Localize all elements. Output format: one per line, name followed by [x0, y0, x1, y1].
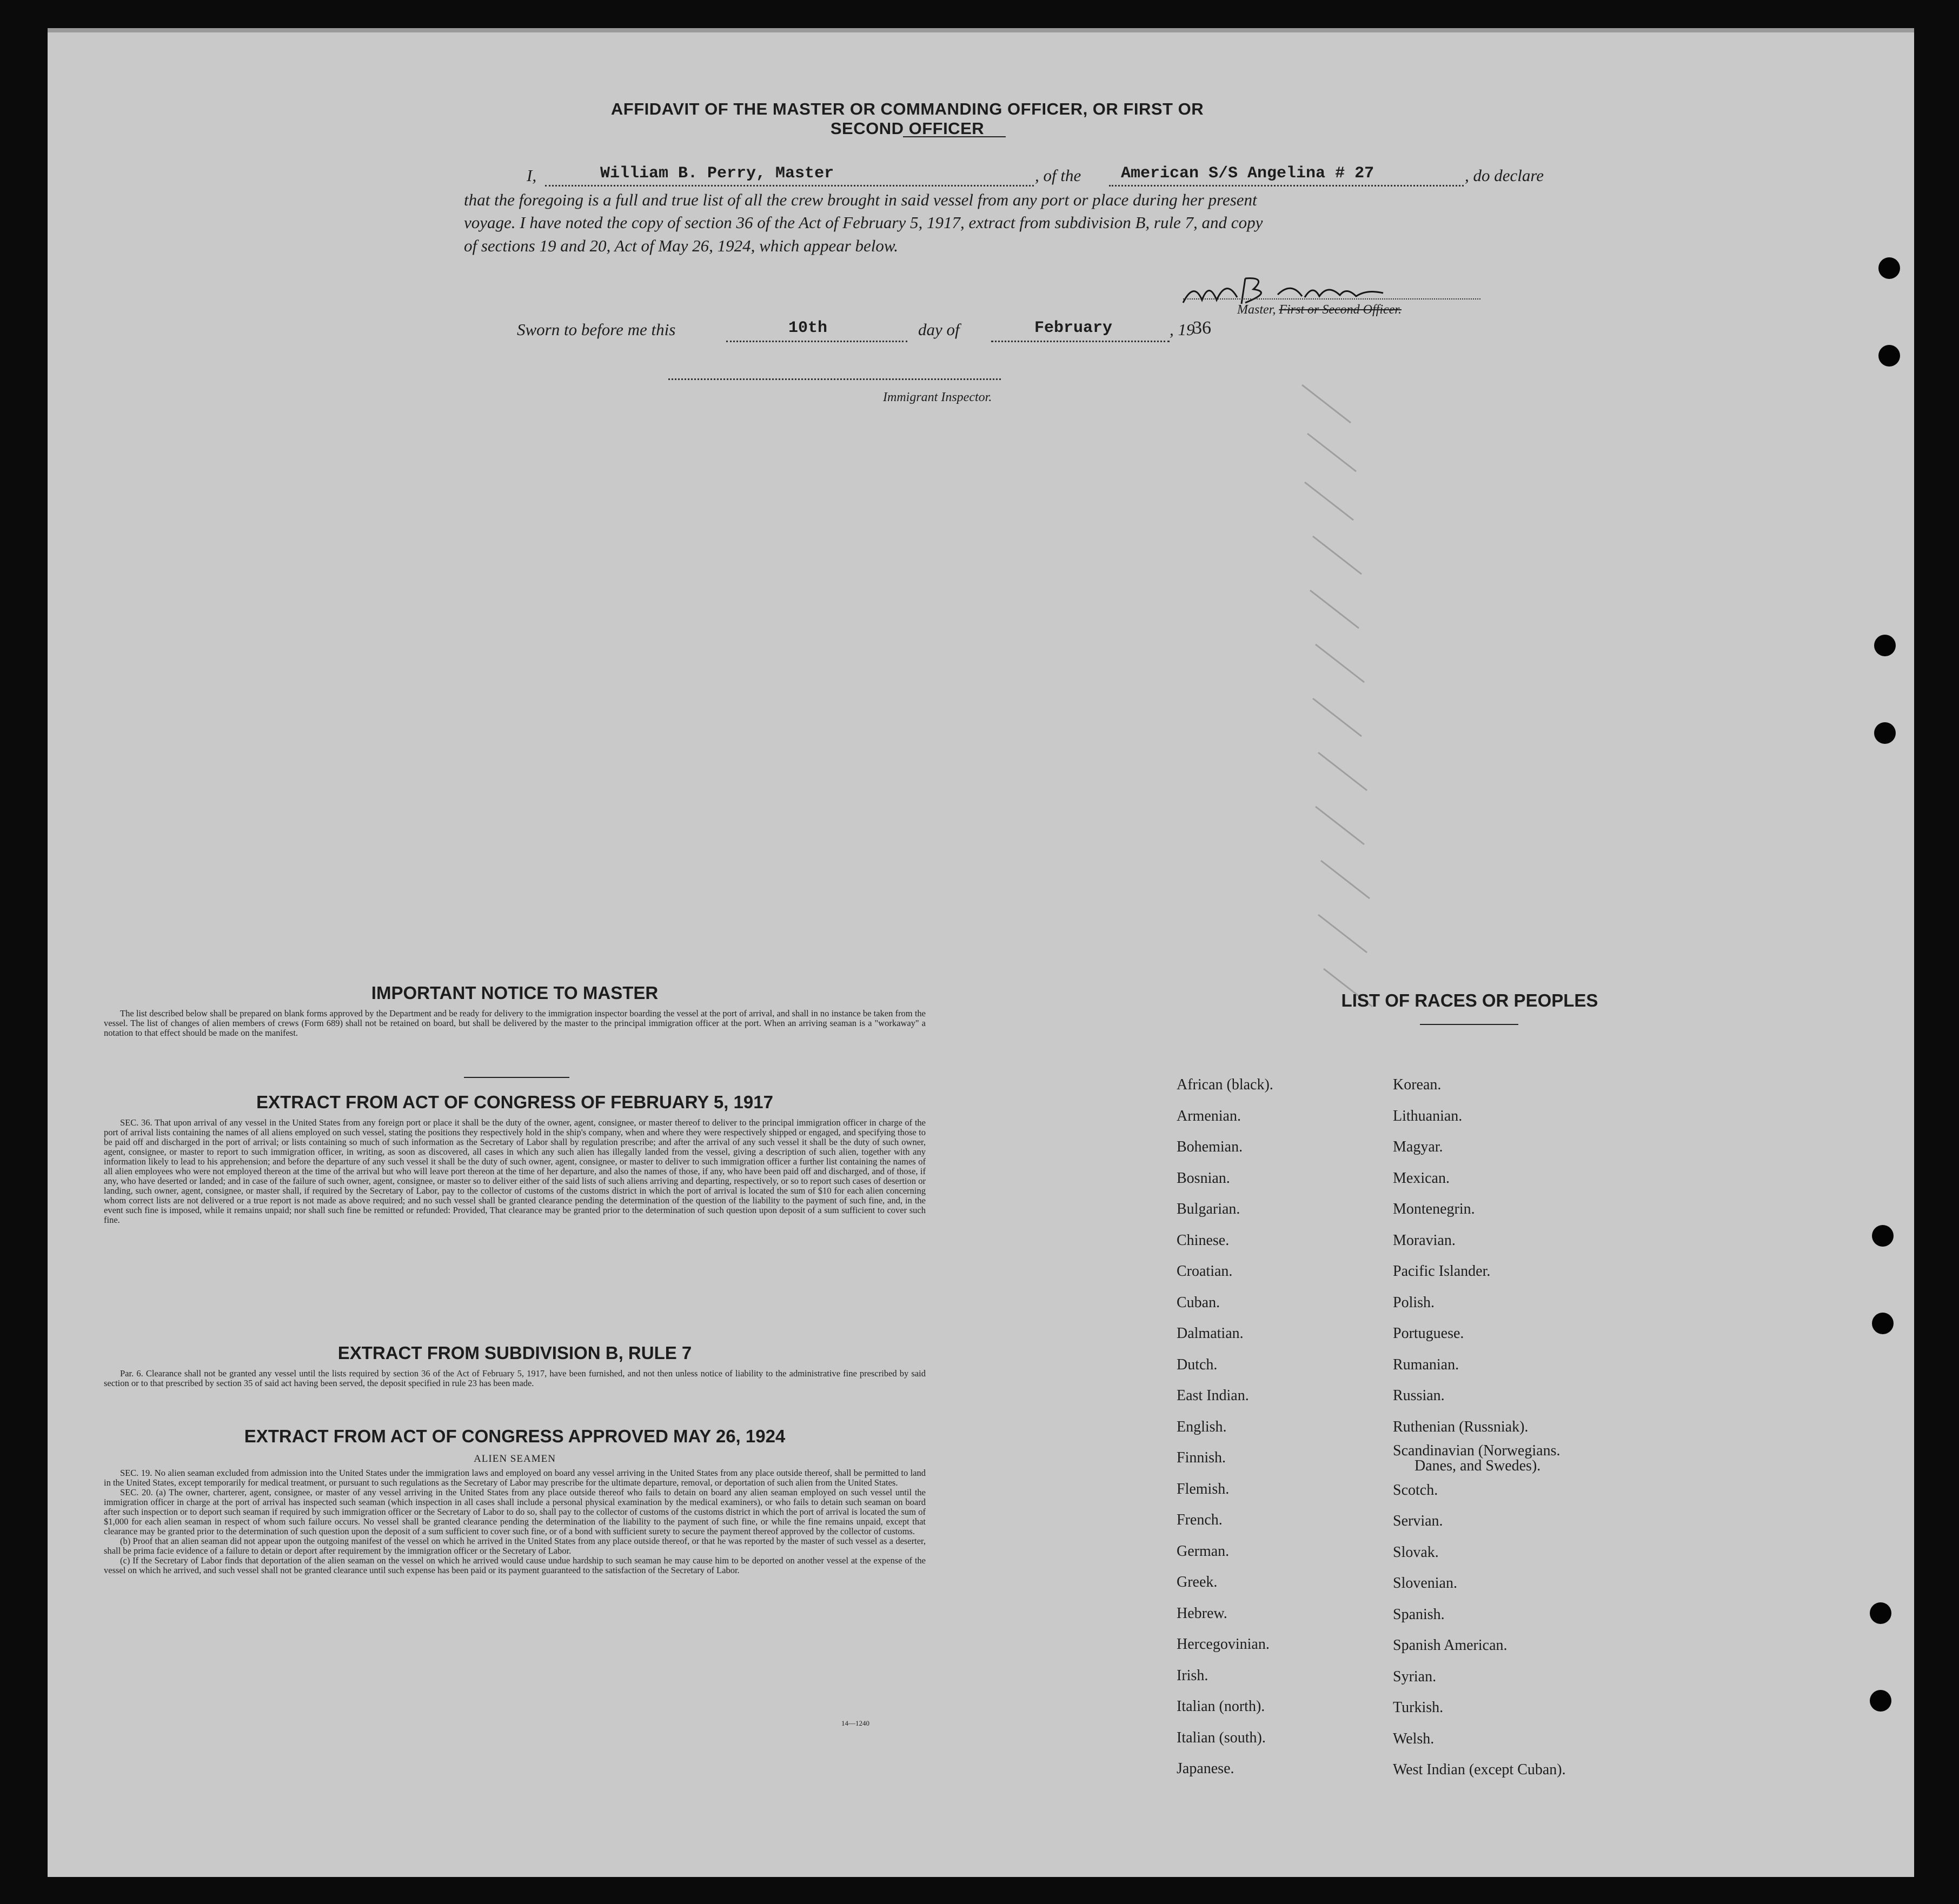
race-item: Moravian.: [1393, 1231, 1456, 1249]
struck-officer-label: First or Second Officer.: [1279, 303, 1402, 317]
section-20a-text: SEC. 20. (a) The owner, charterer, agent, consignee, or master of any vessel arriving in the United States from any place outside thereof who fails to detain on board any alien seaman employed on such vessel until the immigration officer in charge at the port of arrival has inspected such seaman (which inspection in all cases shall include a personal physical examination by the medical examiners), or who fails to detain such seaman on board after such inspection or to deport such seaman if required by such immigration officer or the Secretary of Labor to do so, shall pay to the collector of customs of the customs district in which the port of arrival is located the sum of $1,000 for each alien seaman in respect of whom such failure occurs. No vessel shall be granted clearance pending the determination of the liability to the payment of such fine, or while the fine remains unpaid, except that clearance may be granted prior to the determination of such question upon the deposit of a sum sufficient to cover such fine, or of a bond with sufficient surety to secure the payment thereof approved by the collector of customs.: [104, 1487, 926, 1536]
race-item: Cuban.: [1177, 1294, 1220, 1311]
race-item: Italian (south).: [1177, 1729, 1266, 1746]
affidavit-line-2: that the foregoing is a full and true list of all the crew brought in said vessel from any port or place during her present: [464, 190, 1257, 209]
race-item: Rumanian.: [1393, 1356, 1459, 1373]
declarant-line: [545, 185, 1034, 187]
of-the-text: , of the: [1035, 166, 1081, 185]
race-item: West Indian (except Cuban).: [1393, 1761, 1566, 1778]
section-19-text: SEC. 19. No alien seaman excluded from admission into the United States under the immigration laws and employed on board any vessel arriving in the United States from any place outside thereof, shall be permitted to land in the United States, except temporarily for medical treatment, or pursuant to such regulations as the Secretary of Labor may prescribe for the ultimate departure, removal, or deportation of such alien from the United States.: [104, 1468, 926, 1488]
race-item: Irish.: [1177, 1667, 1208, 1684]
affidavit-title-rule: [903, 136, 1006, 137]
race-item: Magyar.: [1393, 1139, 1443, 1155]
race-item: Dutch.: [1177, 1356, 1218, 1373]
extract-1924-body: [104, 1468, 926, 1575]
punch-hole: [1872, 1225, 1894, 1247]
section-20b-text: (b) Proof that an alien seaman did not appear upon the outgoing manifest of the vessel on which he arrived in the United States from any place outside thereof, or that he was reported by the master of such vessel as a deserter, shall be prima facie evidence of a failure to detain or deport after requirement by the immigration officer or the Secretary of Labor.: [104, 1536, 926, 1556]
race-item: Finnish.: [1177, 1449, 1226, 1466]
extract-1924-subtitle: ALIEN SEAMEN: [474, 1453, 556, 1464]
document-page: [48, 28, 1914, 1877]
race-item: German.: [1177, 1542, 1230, 1560]
race-item: Greek.: [1177, 1574, 1218, 1590]
race-item: Dalmatian.: [1177, 1325, 1244, 1342]
extract-1924-title: EXTRACT FROM ACT OF CONGRESS APPROVED MAY 26, 1924: [244, 1426, 786, 1446]
race-item: Italian (north).: [1177, 1698, 1265, 1715]
race-item: Polish.: [1393, 1294, 1435, 1311]
race-item: [1393, 1442, 1566, 1475]
sworn-day-line: [726, 341, 907, 342]
race-item: Croatian.: [1177, 1263, 1233, 1280]
race-item: Servian.: [1393, 1513, 1443, 1529]
sworn-prefix: Sworn to before me this: [517, 320, 676, 339]
race-item: Russian.: [1393, 1387, 1445, 1404]
race-item: East Indian.: [1177, 1387, 1249, 1404]
extract-rule7-text: Par. 6. Clearance shall not be granted any vessel until the lists required by section 36 of the Act of February 5, 1917, have been furnished, and not then unless notice of liability to the administrative fine prescribed by said section or to that prescribed by section 35 of said act having been served, the deposit specified in rule 23 has been made.: [104, 1368, 926, 1388]
notice-rule: [464, 1077, 569, 1078]
affidavit-title: AFFIDAVIT OF THE MASTER OR COMMANDING OFFICER, OR FIRST OR SECOND OFFICER: [610, 99, 1204, 138]
race-item: Korean.: [1393, 1076, 1442, 1093]
race-item: Slovenian.: [1393, 1575, 1457, 1592]
master-label-text: Master,: [1237, 303, 1276, 317]
race-item: Ruthenian (Russniak).: [1393, 1418, 1529, 1435]
race-item: Lithuanian.: [1393, 1107, 1463, 1124]
year-suffix: 36: [1193, 318, 1211, 338]
year-prefix: , 19: [1170, 320, 1195, 339]
day-of-text: day of: [918, 320, 960, 339]
affidavit-pronoun: I,: [527, 166, 537, 185]
race-item-line-2: Danes, and Swedes).: [1415, 1457, 1541, 1474]
punch-hole: [1870, 1690, 1891, 1712]
punch-hole: [1872, 1313, 1894, 1334]
race-item: Armenian.: [1177, 1107, 1241, 1124]
signature-line: [1183, 298, 1480, 299]
vessel-name: American S/S Angelina # 27: [1121, 164, 1374, 183]
section-20c-text: (c) If the Secretary of Labor finds that deportation of the alien seaman on the vessel on which he arrived would cause undue hardship to such seaman he may cause him to be deported on another vessel at the expense of the vessel on which he arrived, and such vessel shall not be granted clearance until such expense has been paid or its payment guaranteed to the satisfaction of the Secretary of Labor.: [104, 1555, 926, 1575]
notice-title: IMPORTANT NOTICE TO MASTER: [371, 983, 659, 1003]
race-item: Portuguese.: [1393, 1325, 1464, 1342]
inspector-line: [668, 378, 1001, 380]
punch-hole: [1878, 345, 1900, 367]
form-number: 14—1240: [841, 1719, 869, 1727]
race-item: African (black).: [1177, 1076, 1273, 1093]
race-item: Montenegrin.: [1393, 1201, 1475, 1217]
inspector-label: Immigrant Inspector.: [883, 390, 992, 404]
race-item: Bohemian.: [1177, 1139, 1243, 1155]
race-item: Flemish.: [1177, 1480, 1230, 1497]
declarant-name: William B. Perry, Master: [600, 164, 834, 183]
race-item: Turkish.: [1393, 1699, 1444, 1716]
race-item-line-1: Scandinavian (Norwegians.: [1393, 1442, 1560, 1459]
punch-hole: [1870, 1602, 1891, 1624]
sworn-day: 10th: [788, 319, 828, 337]
punch-hole: [1874, 722, 1896, 744]
extract-1917-text: SEC. 36. That upon arrival of any vessel in the United States from any foreign port or place it shall be the duty of the owner, agent, consignee, or master thereof to deliver to the principal immigration officer in charge of the port of arrival lists containing the names of all aliens employed on such vessel, stating the positions they respectively hold in the ship's company, when and where they were respectively shipped or engaged, and specifying those to be paid off and discharged in the port of arrival; or lists containing so much of such information as the Secretary of Labor shall by regulation prescribe; and after the arrival of any such vessel it shall be the duty of such owner, agent, consignee, or master to report to such immigration officer, in writing, as soon as discovered, all cases in which any such alien has illegally landed from the vessel, giving a description of such alien, together with any information likely to lead to his apprehension; and before the departure of any such vessel it shall be the duty of such owner, agent, consignee, or master to deliver to such immigration officer a further list containing the names of all alien employees who were not employed thereon at the time of the arrival but who will leave port thereon at the time of her departure, and also the names of those, if any, who have been paid off and discharged, and of those, if any, who have deserted or landed; and in case of the failure of such owner, agent, consignee, or master so to deliver either of the said lists of such aliens arriving and departing, respectively, or so to report such cases of desertion or landing, such owner, agent, consignee, or master shall, if required by the Secretary of Labor, pay to the collector of customs of the customs district in which the port of arrival is located the sum of $10 for each alien concerning whom correct lists are not delivered or a true report is not made as above required; and no such vessel shall be granted clearance pending the determination of the question of the liability to the payment of such fine, and, in the event such fine is imposed, while it remains unpaid; nor shall such fine be remitted or refunded: Provided, That clearance may be granted prior to the determination of such question upon deposit of a sum sufficient to cover such fine.: [104, 1117, 926, 1225]
punch-hole: [1874, 635, 1896, 656]
vessel-line: [1109, 185, 1464, 187]
master-label: [1237, 303, 1402, 317]
affidavit-line-3: voyage. I have noted the copy of section 36 of the Act of February 5, 1917, extract from subdivision B, rule 7, and copy: [464, 213, 1263, 232]
extract-rule7-title: EXTRACT FROM SUBDIVISION B, RULE 7: [337, 1343, 692, 1363]
race-item: English.: [1177, 1418, 1227, 1435]
race-item: Spanish.: [1393, 1606, 1445, 1623]
race-item: French.: [1177, 1512, 1223, 1528]
race-item: Pacific Islander.: [1393, 1263, 1491, 1280]
races-title: LIST OF RACES OR PEOPLES: [1341, 990, 1598, 1010]
races-left-column: [1177, 1069, 1273, 1785]
race-item: Hebrew.: [1177, 1605, 1227, 1622]
notice-text: The list described below shall be prepared on blank forms approved by the Department and be ready for delivery to the immigration inspector boarding the vessel at the port of arrival, and shall in no instance be taken from the vessel. The list of changes of alien members of crews (Form 689) shall not be retained on board, but shall be delivered by the master to the principal immigration officer at the port. When an arriving seaman is a "workaway" a notation to that effect should be made on the manifest.: [104, 1008, 926, 1038]
race-item: Welsh.: [1393, 1730, 1435, 1747]
race-item: Syrian.: [1393, 1668, 1437, 1685]
race-item: Bulgarian.: [1177, 1201, 1240, 1217]
affidavit-line-4: of sections 19 and 20, Act of May 26, 1924, which appear below.: [464, 236, 899, 255]
punch-hole: [1878, 257, 1900, 279]
race-item: Japanese.: [1177, 1760, 1234, 1777]
sworn-month: February: [1034, 319, 1113, 337]
race-item: Hercegovinian.: [1177, 1636, 1270, 1653]
do-declare-text: , do declare: [1465, 166, 1544, 185]
race-item: Chinese.: [1177, 1231, 1230, 1249]
race-item: Bosnian.: [1177, 1169, 1230, 1187]
race-item: Spanish American.: [1393, 1637, 1508, 1654]
sworn-month-line: [991, 341, 1170, 342]
extract-1917-title: EXTRACT FROM ACT OF CONGRESS OF FEBRUARY 5, 1917: [256, 1092, 773, 1112]
races-right-column: [1393, 1069, 1566, 1786]
races-title-rule: [1420, 1024, 1518, 1025]
race-item: Scotch.: [1393, 1481, 1438, 1499]
race-item: Slovak.: [1393, 1543, 1439, 1561]
race-item: Mexican.: [1393, 1169, 1450, 1187]
